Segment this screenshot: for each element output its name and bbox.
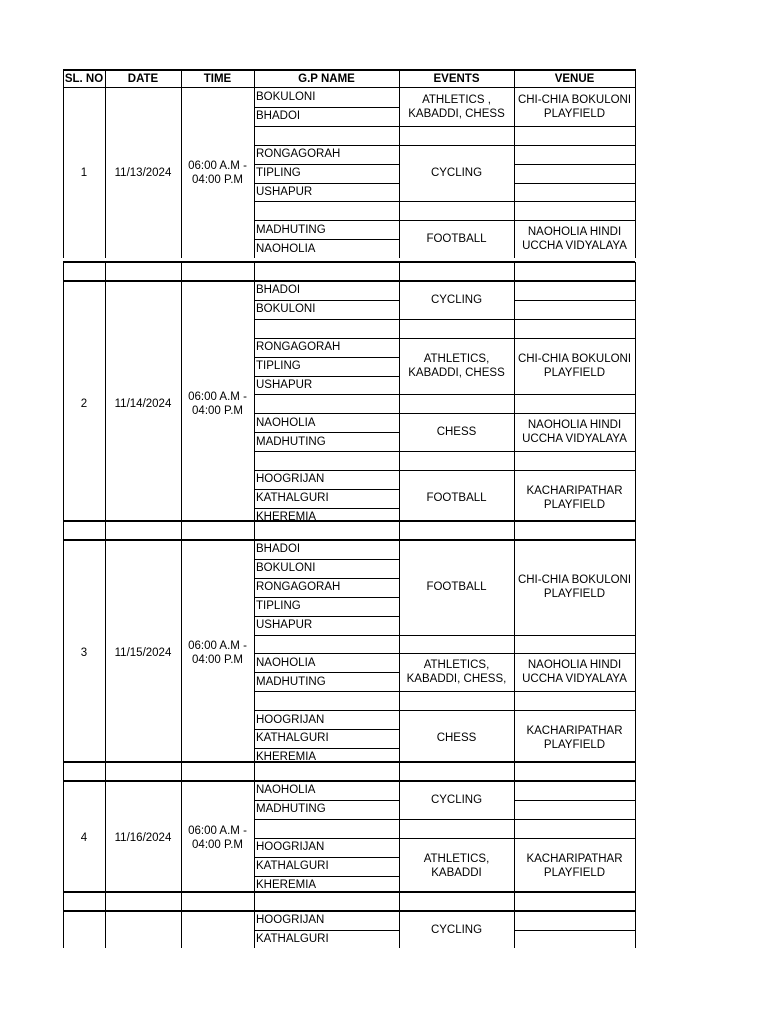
event-cell: FOOTBALL — [426, 581, 487, 594]
sl-no-cell — [63, 911, 105, 948]
header-col-line — [399, 69, 400, 88]
event-cell: FOOTBALL — [426, 492, 487, 505]
event-group-line — [399, 819, 514, 820]
gp-name-cell: KHEREMIA — [256, 878, 317, 891]
gp-row-line — [254, 800, 399, 801]
date-cell: 11/13/2024 — [114, 167, 172, 180]
venue-group-line — [514, 413, 635, 414]
block-col-line — [635, 88, 636, 258]
gp-row-line — [254, 838, 399, 839]
gp-row-line — [254, 107, 399, 108]
header-top-border — [63, 69, 635, 71]
gp-name-cell: USHAPUR — [256, 185, 313, 198]
venue-group-line — [514, 838, 635, 839]
header-date: DATE — [127, 72, 159, 85]
venue-row-line — [514, 451, 635, 452]
event-group-line — [399, 653, 514, 654]
gp-name-cell: USHAPUR — [256, 619, 313, 632]
gp-name-cell: RONGAGORAH — [256, 581, 341, 594]
gp-name-cell: MADHUTING — [256, 435, 326, 448]
gp-name-cell: RONGAGORAH — [256, 148, 341, 161]
venue-row-line — [514, 930, 635, 931]
gp-name-cell — [254, 319, 399, 338]
gp-name-cell: BHADOI — [256, 284, 301, 297]
gp-name-cell: KATHALGURI — [256, 860, 329, 873]
event-group-line — [399, 319, 514, 320]
gp-name-cell: MADHUTING — [256, 803, 326, 816]
event-cell — [399, 819, 514, 838]
event-group-line — [399, 126, 514, 127]
gp-name-cell: BHADOI — [256, 110, 301, 123]
venue-row-line — [514, 126, 635, 127]
gp-name-cell: KHEREMIA — [256, 751, 317, 764]
gp-name-cell — [254, 635, 399, 654]
gp-name-cell: USHAPUR — [256, 378, 313, 391]
blank-row-col-line — [635, 892, 636, 911]
blank-row-col-line — [514, 262, 515, 281]
venue-cell: KACHARIPATHAR PLAYFIELD — [526, 853, 623, 880]
gp-name-cell: TIPLING — [256, 600, 301, 613]
gp-row-line — [254, 597, 399, 598]
gp-name-cell: MADHUTING — [256, 223, 326, 236]
gp-name-cell: BHADOI — [256, 543, 301, 556]
gp-name-cell: HOOGRIJAN — [256, 914, 325, 927]
blank-row-col-line — [105, 892, 106, 911]
blank-row-col-line — [181, 892, 182, 911]
blank-row-col-line — [399, 262, 400, 281]
gp-row-line — [254, 183, 399, 184]
gp-name-cell: KHEREMIA — [256, 511, 317, 524]
gp-row-line — [254, 508, 399, 509]
blank-row-col-line — [635, 262, 636, 281]
time-cell: 06:00 A.M - 04:00 P.M — [188, 824, 247, 851]
date-cell: 11/15/2024 — [114, 647, 172, 660]
gp-row-line — [254, 559, 399, 560]
gp-name-cell: NAOHOLIA — [256, 784, 316, 797]
gp-name-cell: BOKULONI — [256, 562, 316, 575]
event-cell: ATHLETICS, KABADDI, CHESS, — [406, 659, 507, 686]
header-venue: VENUE — [554, 72, 595, 85]
event-cell — [399, 394, 514, 413]
gp-row-line — [254, 432, 399, 433]
gp-name-cell: TIPLING — [256, 360, 301, 373]
event-cell: CYCLING — [430, 793, 483, 806]
header-time: TIME — [203, 72, 232, 85]
gp-name-cell: NAOHOLIA — [256, 656, 316, 669]
event-group-line — [399, 201, 514, 202]
gp-row-line — [254, 748, 399, 749]
gp-row-line — [254, 578, 399, 579]
gp-row-line — [254, 145, 399, 146]
gp-name-cell: HOOGRIJAN — [256, 713, 325, 726]
venue-row-line — [514, 319, 635, 320]
gp-row-line — [254, 616, 399, 617]
gp-name-cell — [254, 126, 399, 145]
venue-cell: NAOHOLIA HINDI UCCHA VIDYALAYA — [522, 419, 627, 446]
event-group-line — [399, 838, 514, 839]
event-group-line — [399, 220, 514, 221]
event-cell — [399, 319, 514, 338]
venue-row-line — [514, 800, 635, 801]
gp-row-line — [254, 691, 399, 692]
gp-name-cell — [254, 691, 399, 710]
venue-cell: CHI-CHIA BOKULONI PLAYFIELD — [517, 574, 632, 601]
gp-row-line — [254, 319, 399, 320]
gp-row-line — [254, 413, 399, 414]
block-col-line — [635, 281, 636, 527]
time-cell: 06:00 A.M - 04:00 P.M — [188, 160, 247, 187]
event-group-line — [399, 145, 514, 146]
date-cell: 11/14/2024 — [114, 397, 172, 410]
event-group-line — [399, 635, 514, 636]
header-col-line — [105, 69, 106, 88]
gp-row-line — [254, 672, 399, 673]
gp-row-line — [254, 376, 399, 377]
venue-row-line — [514, 183, 635, 184]
gp-row-line — [254, 489, 399, 490]
blank-row-col-line — [514, 892, 515, 911]
header-col-line — [254, 69, 255, 88]
sl-no-cell: 1 — [80, 167, 88, 180]
header-gp-name: G.P NAME — [298, 72, 355, 85]
gp-row-line — [254, 729, 399, 730]
gp-name-cell — [254, 394, 399, 413]
time-cell: 06:00 A.M - 04:00 P.M — [188, 390, 247, 417]
event-cell: CHESS — [436, 426, 477, 439]
gp-row-line — [254, 394, 399, 395]
venue-row-line — [514, 164, 635, 165]
event-cell: ATHLETICS, KABADDI — [423, 853, 490, 880]
event-cell — [399, 201, 514, 220]
event-group-line — [399, 413, 514, 414]
gp-name-cell: HOOGRIJAN — [256, 841, 325, 854]
gp-row-line — [254, 653, 399, 654]
venue-group-line — [514, 470, 635, 471]
block-col-line — [635, 540, 636, 767]
gp-row-line — [254, 710, 399, 711]
gp-row-line — [254, 876, 399, 877]
blank-row-col-line — [399, 892, 400, 911]
header-col-line — [514, 69, 515, 88]
gp-row-line — [254, 220, 399, 221]
gp-row-line — [254, 819, 399, 820]
venue-row-line — [514, 635, 635, 636]
gp-name-cell: MADHUTING — [256, 675, 326, 688]
gp-name-cell: KATHALGURI — [256, 732, 329, 745]
event-group-line — [399, 470, 514, 471]
venue-row-line — [514, 691, 635, 692]
header-events: EVENTS — [433, 72, 480, 85]
gp-row-line — [254, 930, 399, 931]
venue-row-line — [514, 819, 635, 820]
event-cell: ATHLETICS, KABADDI, CHESS — [408, 353, 505, 380]
gp-row-line — [254, 300, 399, 301]
sl-no-cell: 4 — [80, 831, 88, 844]
gp-name-cell — [254, 201, 399, 220]
venue-cell: NAOHOLIA HINDI UCCHA VIDYALAYA — [522, 659, 627, 686]
gp-name-cell: KATHALGURI — [256, 932, 329, 945]
gp-row-line — [254, 239, 399, 240]
venue-row-line — [514, 394, 635, 395]
event-cell — [399, 691, 514, 710]
event-cell — [399, 635, 514, 654]
gp-row-line — [254, 164, 399, 165]
gp-row-line — [254, 635, 399, 636]
event-group-line — [399, 710, 514, 711]
venue-cell: CHI-CHIA BOKULONI PLAYFIELD — [517, 93, 632, 120]
gp-row-line — [254, 857, 399, 858]
venue-group-line — [514, 710, 635, 711]
time-cell: 06:00 A.M - 04:00 P.M — [188, 640, 247, 667]
gp-row-line — [254, 451, 399, 452]
event-cell: FOOTBALL — [426, 233, 487, 246]
venue-cell: KACHARIPATHAR PLAYFIELD — [526, 485, 623, 512]
event-cell: CHESS — [436, 732, 477, 745]
event-cell — [399, 126, 514, 145]
gp-name-cell: HOOGRIJAN — [256, 473, 325, 486]
gp-row-line — [254, 470, 399, 471]
sl-no-cell: 3 — [80, 647, 88, 660]
gp-name-cell: BOKULONI — [256, 91, 316, 104]
event-cell: CYCLING — [430, 923, 483, 936]
event-group-line — [399, 451, 514, 452]
block-col-line — [635, 911, 636, 948]
blank-row-col-line — [254, 892, 255, 911]
blank-row-col-line — [105, 262, 106, 281]
event-group-line — [399, 338, 514, 339]
blank-row-col-line — [181, 262, 182, 281]
venue-group-line — [514, 338, 635, 339]
gp-row-line — [254, 338, 399, 339]
date-cell — [105, 911, 181, 948]
blank-row-col-line — [63, 892, 64, 911]
venue-cell: NAOHOLIA HINDI UCCHA VIDYALAYA — [522, 226, 627, 253]
venue-group-line — [514, 653, 635, 654]
gp-name-cell — [254, 819, 399, 838]
gp-name-cell: KATHALGURI — [256, 492, 329, 505]
gp-name-cell: TIPLING — [256, 167, 301, 180]
venue-group-line — [514, 220, 635, 221]
time-cell — [181, 911, 254, 948]
gp-name-cell: BOKULONI — [256, 303, 316, 316]
venue-cell: KACHARIPATHAR PLAYFIELD — [526, 725, 623, 752]
venue-row-line — [514, 300, 635, 301]
event-group-line — [399, 691, 514, 692]
blank-row-col-line — [254, 262, 255, 281]
event-cell: CYCLING — [430, 167, 483, 180]
gp-row-line — [254, 126, 399, 127]
header-col-line — [635, 69, 636, 88]
sl-no-cell: 2 — [80, 397, 88, 410]
event-cell: CYCLING — [430, 293, 483, 306]
gp-name-cell — [254, 451, 399, 470]
gp-name-cell: NAOHOLIA — [256, 242, 316, 255]
header-col-line — [181, 69, 182, 88]
venue-cell: CHI-CHIA BOKULONI PLAYFIELD — [517, 353, 632, 380]
event-cell — [399, 451, 514, 470]
block-separator — [63, 261, 635, 263]
blank-row-col-line — [63, 262, 64, 281]
gp-name-cell: NAOHOLIA — [256, 416, 316, 429]
venue-row-line — [514, 201, 635, 202]
date-cell: 11/16/2024 — [114, 831, 172, 844]
gp-name-cell: RONGAGORAH — [256, 341, 341, 354]
event-cell: ATHLETICS , KABADDI, CHESS — [408, 93, 505, 120]
gp-row-line — [254, 357, 399, 358]
gp-row-line — [254, 201, 399, 202]
block-col-line — [635, 781, 636, 894]
venue-row-line — [514, 145, 635, 146]
header-sl-no: SL. NO — [64, 72, 104, 85]
header-col-line — [63, 69, 64, 88]
event-group-line — [399, 394, 514, 395]
